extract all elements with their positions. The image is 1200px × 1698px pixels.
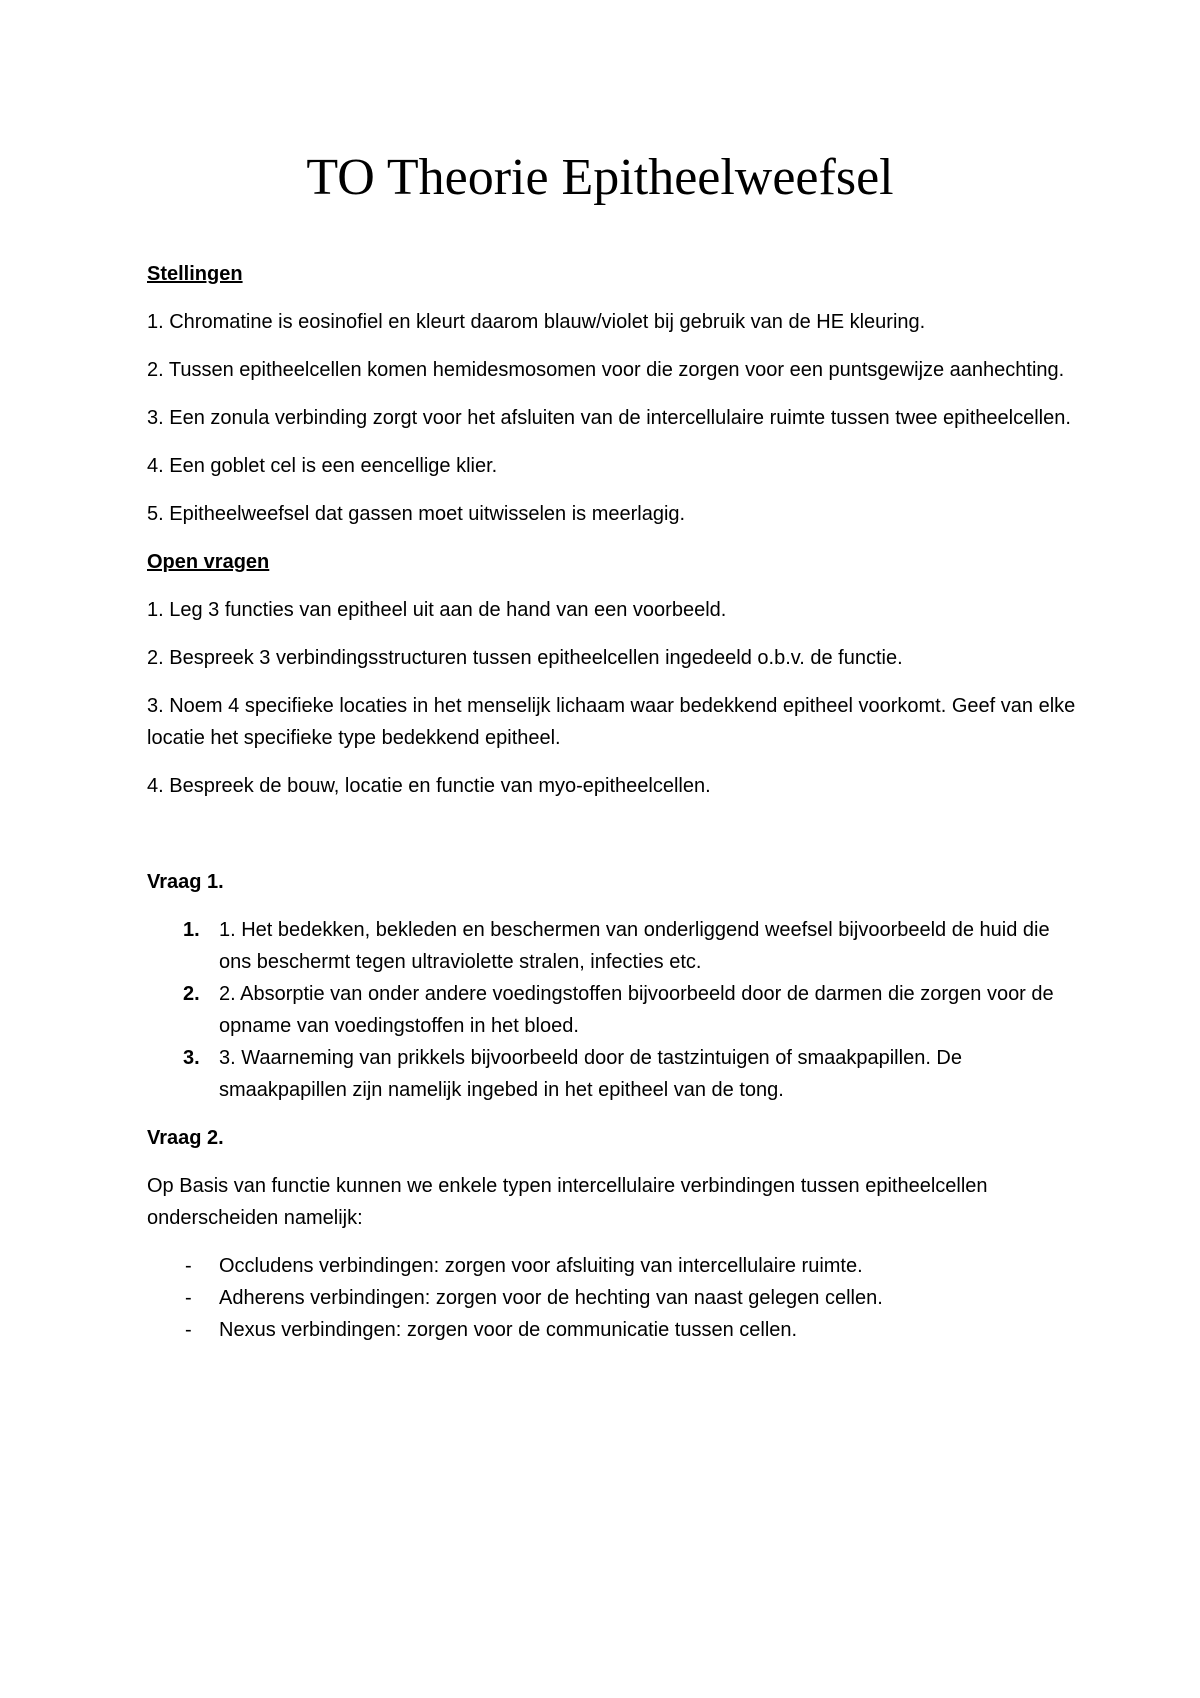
section-heading-vraag-2: Vraag 2. — [147, 1127, 224, 1149]
list-item — [147, 1250, 1077, 1282]
vraag-1-answer-list — [147, 914, 1077, 1106]
section-spacer — [147, 818, 1077, 866]
document-title: TO Theorie Epitheelweefsel — [306, 149, 894, 206]
open-vraag-1: 1. Leg 3 functies van epitheel uit aan de hand van een voorbeeld. — [147, 599, 727, 621]
list-number: 1. — [183, 919, 200, 941]
open-vraag-3: 3. Noem 4 specifieke locaties in het menselijk lichaam waar bedekkend epitheel voorkomt. Geef van elke locatie het specifieke type bedekkend epitheel. — [147, 695, 1076, 749]
stelling-2: 2. Tussen epitheelcellen komen hemidesmosomen voor die zorgen voor een puntsgewijze aanhechting. — [147, 359, 1065, 381]
vraag-2-intro: Op Basis van functie kunnen we enkele typen intercellulaire verbindingen tussen epitheelcellen onderscheiden namelijk: — [147, 1175, 988, 1229]
list-dash: - — [185, 1255, 192, 1277]
list-dash: - — [185, 1319, 192, 1341]
list-item — [147, 1314, 1077, 1346]
list-item-text: Nexus verbindingen: zorgen voor de communicatie tussen cellen. — [219, 1319, 798, 1341]
list-item — [147, 1282, 1077, 1314]
section-heading-vraag-1: Vraag 1. — [147, 871, 224, 893]
section-heading-open-vragen: Open vragen — [147, 551, 270, 573]
stelling-3: 3. Een zonula verbinding zorgt voor het afsluiten van de intercellulaire ruimte tussen twee epitheelcellen. — [147, 407, 1071, 429]
list-number: 2. — [183, 983, 200, 1005]
list-dash: - — [185, 1287, 192, 1309]
list-item-text: 2. Absorptie van onder andere voedingstoffen bijvoorbeeld door de darmen die zorgen voor de opname van voedingstoffen in het bloed. — [219, 983, 1054, 1037]
section-heading-stellingen: Stellingen — [147, 263, 243, 285]
list-item — [147, 914, 1077, 978]
stelling-4: 4. Een goblet cel is een eencellige klier. — [147, 455, 498, 477]
list-item-text: Adherens verbindingen: zorgen voor de hechting van naast gelegen cellen. — [219, 1287, 883, 1309]
list-number: 3. — [183, 1047, 200, 1069]
list-item — [147, 978, 1077, 1042]
document-body — [147, 258, 1077, 1346]
stelling-5: 5. Epitheelweefsel dat gassen moet uitwisselen is meerlagig. — [147, 503, 686, 525]
list-item-text: Occludens verbindingen: zorgen voor afsluiting van intercellulaire ruimte. — [219, 1255, 863, 1277]
list-item-text: 1. Het bedekken, bekleden en beschermen van onderliggend weefsel bijvoorbeeld de huid die ons beschermt tegen ultraviolette stralen, infecties etc. — [219, 919, 1050, 973]
open-vraag-2: 2. Bespreek 3 verbindingsstructuren tussen epitheelcellen ingedeeld o.b.v. de functie. — [147, 647, 903, 669]
list-item-text: 3. Waarneming van prikkels bijvoorbeeld door de tastzintuigen of smaakpapillen. De smaakpapillen zijn namelijk ingebed in het epitheel van de tong. — [219, 1047, 962, 1101]
stelling-1: 1. Chromatine is eosinofiel en kleurt daarom blauw/violet bij gebruik van de HE kleuring. — [147, 311, 926, 333]
list-item — [147, 1042, 1077, 1106]
open-vraag-4: 4. Bespreek de bouw, locatie en functie van myo-epitheelcellen. — [147, 775, 711, 797]
vraag-2-answer-list — [147, 1250, 1077, 1346]
